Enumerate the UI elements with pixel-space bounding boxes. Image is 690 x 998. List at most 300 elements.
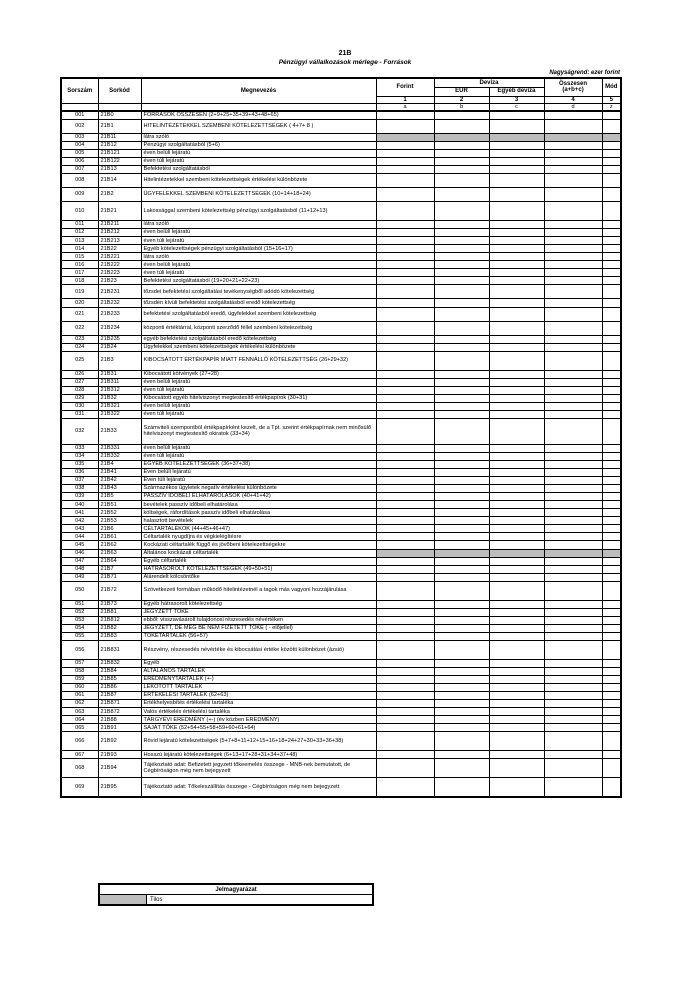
value-cell-osszesen[interactable]: [544, 402, 602, 410]
value-cell-egyeb-deviza[interactable]: [489, 732, 544, 751]
value-cell-egyeb-deviza[interactable]: [489, 517, 544, 525]
value-cell-egyeb-deviza[interactable]: [489, 119, 544, 133]
value-cell-osszesen[interactable]: [544, 659, 602, 667]
value-cell-osszesen[interactable]: [544, 141, 602, 149]
value-cell-eur[interactable]: [434, 149, 489, 157]
row-sorszam: 035: [61, 460, 98, 468]
value-cell-forint[interactable]: [376, 525, 434, 533]
value-cell-osszesen[interactable]: [544, 418, 602, 444]
value-cell-forint[interactable]: [376, 119, 434, 133]
value-cell-osszesen[interactable]: [544, 299, 602, 307]
value-cell-forint[interactable]: [376, 221, 434, 229]
value-cell-eur[interactable]: [434, 573, 489, 581]
value-cell-eur[interactable]: [434, 509, 489, 517]
value-cell-osszesen[interactable]: [544, 640, 602, 659]
value-cell-forint[interactable]: [376, 158, 434, 166]
value-cell-eur[interactable]: [434, 418, 489, 444]
value-cell-eur[interactable]: [434, 759, 489, 778]
value-cell-osszesen[interactable]: [544, 245, 602, 253]
value-cell-egyeb-deviza[interactable]: [489, 394, 544, 402]
value-cell-egyeb-deviza[interactable]: [489, 469, 544, 477]
value-cell-forint[interactable]: [376, 410, 434, 418]
value-cell-eur[interactable]: [434, 517, 489, 525]
value-cell-osszesen[interactable]: [544, 525, 602, 533]
value-cell-egyeb-deviza[interactable]: [489, 541, 544, 549]
value-cell-egyeb-deviza[interactable]: [489, 174, 544, 188]
table-row: [61, 608, 621, 616]
value-cell-osszesen[interactable]: [544, 477, 602, 485]
value-cell-forint[interactable]: [376, 277, 434, 285]
value-cell-forint[interactable]: [376, 778, 434, 797]
value-cell-forint[interactable]: [376, 624, 434, 632]
value-cell-eur[interactable]: [434, 370, 489, 378]
row-sorkod: 21B212: [98, 229, 141, 237]
value-cell-forint[interactable]: [376, 370, 434, 378]
value-cell-egyeb-deviza[interactable]: [489, 111, 544, 119]
value-cell-eur[interactable]: [434, 188, 489, 202]
value-cell-forint[interactable]: [376, 509, 434, 517]
value-cell-eur[interactable]: [434, 469, 489, 477]
value-cell-forint[interactable]: [376, 667, 434, 675]
value-cell-osszesen[interactable]: [544, 221, 602, 229]
value-cell-osszesen[interactable]: [544, 469, 602, 477]
value-cell-forint[interactable]: [376, 378, 434, 386]
value-cell-forint[interactable]: [376, 245, 434, 253]
value-cell-eur[interactable]: [434, 632, 489, 640]
value-cell-eur[interactable]: [434, 700, 489, 708]
value-cell-osszesen[interactable]: [544, 565, 602, 573]
value-cell-osszesen[interactable]: [544, 277, 602, 285]
value-cell-forint[interactable]: [376, 533, 434, 541]
value-cell-eur[interactable]: [434, 245, 489, 253]
value-cell-egyeb-deviza[interactable]: [489, 477, 544, 485]
value-cell-forint[interactable]: [376, 659, 434, 667]
value-cell-forint[interactable]: [376, 600, 434, 608]
value-cell-mod: [602, 410, 621, 418]
value-cell-eur[interactable]: [434, 477, 489, 485]
value-cell-forint[interactable]: [376, 307, 434, 321]
value-cell-forint[interactable]: [376, 149, 434, 157]
value-cell-eur[interactable]: [434, 616, 489, 624]
value-cell-egyeb-deviza[interactable]: [489, 751, 544, 759]
value-cell-egyeb-deviza[interactable]: [489, 659, 544, 667]
value-cell-egyeb-deviza[interactable]: [489, 166, 544, 174]
value-cell-egyeb-deviza[interactable]: [489, 202, 544, 221]
value-cell-eur[interactable]: [434, 335, 489, 343]
value-cell-osszesen[interactable]: [544, 509, 602, 517]
value-cell-osszesen[interactable]: [544, 624, 602, 632]
value-cell-eur[interactable]: [434, 253, 489, 261]
value-cell-egyeb-deviza[interactable]: [489, 418, 544, 444]
value-cell-forint[interactable]: [376, 269, 434, 277]
value-cell-osszesen[interactable]: [544, 573, 602, 581]
value-cell-eur[interactable]: [434, 299, 489, 307]
value-cell-egyeb-deviza[interactable]: [489, 460, 544, 468]
value-cell-egyeb-deviza[interactable]: [489, 640, 544, 659]
value-cell-osszesen[interactable]: [544, 778, 602, 797]
value-cell-forint[interactable]: [376, 732, 434, 751]
value-cell-eur[interactable]: [434, 285, 489, 299]
value-cell-osszesen[interactable]: [544, 335, 602, 343]
value-cell-forint[interactable]: [376, 202, 434, 221]
value-cell-osszesen[interactable]: [544, 343, 602, 351]
value-cell-egyeb-deviza[interactable]: [489, 600, 544, 608]
value-cell-forint[interactable]: [376, 444, 434, 452]
value-cell-forint[interactable]: [376, 692, 434, 700]
value-cell-forint[interactable]: [376, 759, 434, 778]
value-cell-eur[interactable]: [434, 640, 489, 659]
value-cell-egyeb-deviza[interactable]: [489, 253, 544, 261]
value-cell-forint[interactable]: [376, 541, 434, 549]
row-sorkod: 21B121: [98, 149, 141, 157]
value-cell-forint[interactable]: [376, 700, 434, 708]
value-cell-eur[interactable]: [434, 692, 489, 700]
value-cell-osszesen[interactable]: [544, 149, 602, 157]
row-megnevezes: halasztott bevételek: [141, 517, 376, 525]
value-cell-egyeb-deviza[interactable]: [489, 493, 544, 501]
row-sorszam: 057: [61, 659, 98, 667]
row-sorkod: 21B222: [98, 261, 141, 269]
value-cell-eur[interactable]: [434, 166, 489, 174]
value-cell-eur[interactable]: [434, 708, 489, 716]
value-cell-egyeb-deviza[interactable]: [489, 778, 544, 797]
value-cell-eur[interactable]: [434, 676, 489, 684]
value-cell-forint[interactable]: [376, 285, 434, 299]
value-cell-osszesen[interactable]: [544, 751, 602, 759]
value-cell-osszesen[interactable]: [544, 557, 602, 565]
value-cell-egyeb-deviza[interactable]: [489, 452, 544, 460]
value-cell-forint[interactable]: [376, 716, 434, 724]
value-cell-osszesen[interactable]: [544, 493, 602, 501]
value-cell-osszesen[interactable]: [544, 600, 602, 608]
value-cell-forint[interactable]: [376, 402, 434, 410]
value-cell-eur[interactable]: [434, 321, 489, 335]
value-cell-forint[interactable]: [376, 229, 434, 237]
value-cell-egyeb-deviza[interactable]: [489, 299, 544, 307]
value-cell-egyeb-deviza[interactable]: [489, 692, 544, 700]
value-cell-egyeb-deviza[interactable]: [489, 277, 544, 285]
value-cell-osszesen[interactable]: [544, 501, 602, 509]
value-cell-eur[interactable]: [434, 261, 489, 269]
value-cell-forint[interactable]: [376, 188, 434, 202]
value-cell-eur[interactable]: [434, 493, 489, 501]
value-cell-egyeb-deviza[interactable]: [489, 624, 544, 632]
value-cell-eur[interactable]: [434, 501, 489, 509]
value-cell-eur[interactable]: [434, 751, 489, 759]
value-cell-eur[interactable]: [434, 485, 489, 493]
value-cell-egyeb-deviza[interactable]: [489, 676, 544, 684]
value-cell-egyeb-deviza[interactable]: [489, 378, 544, 386]
value-cell-osszesen[interactable]: [544, 237, 602, 245]
row-megnevezes: éven belüli lejáratú: [141, 402, 376, 410]
value-cell-eur[interactable]: [434, 394, 489, 402]
row-sorszam: 065: [61, 724, 98, 732]
value-cell-forint[interactable]: [376, 469, 434, 477]
value-cell-osszesen[interactable]: [544, 378, 602, 386]
value-cell-forint[interactable]: [376, 452, 434, 460]
value-cell-forint[interactable]: [376, 174, 434, 188]
value-cell-forint[interactable]: [376, 684, 434, 692]
value-cell-osszesen[interactable]: [544, 229, 602, 237]
row-sorszam: 008: [61, 174, 98, 188]
value-cell-osszesen[interactable]: [544, 321, 602, 335]
value-cell-eur[interactable]: [434, 229, 489, 237]
row-megnevezes: éven túli lejáratú: [141, 410, 376, 418]
value-cell-egyeb-deviza[interactable]: [489, 700, 544, 708]
value-cell-osszesen[interactable]: [544, 166, 602, 174]
value-cell-eur[interactable]: [434, 410, 489, 418]
value-cell-osszesen[interactable]: [544, 684, 602, 692]
value-cell-osszesen[interactable]: [544, 386, 602, 394]
value-cell-eur[interactable]: [434, 237, 489, 245]
row-sorkod: 21B91: [98, 724, 141, 732]
value-cell-eur[interactable]: [434, 659, 489, 667]
value-cell-eur[interactable]: [434, 557, 489, 565]
value-cell-forint[interactable]: [376, 724, 434, 732]
row-megnevezes: bevételek passzív időbeli elhatárolása: [141, 501, 376, 509]
value-cell-osszesen[interactable]: [544, 581, 602, 600]
value-cell-forint[interactable]: [376, 501, 434, 509]
value-cell-egyeb-deviza[interactable]: [489, 565, 544, 573]
value-cell-osszesen[interactable]: [544, 724, 602, 732]
value-cell-egyeb-deviza[interactable]: [489, 667, 544, 675]
value-cell-eur[interactable]: [434, 624, 489, 632]
value-cell-egyeb-deviza[interactable]: [489, 708, 544, 716]
value-cell-eur[interactable]: [434, 202, 489, 221]
value-cell-egyeb-deviza[interactable]: [489, 608, 544, 616]
value-cell-forint[interactable]: [376, 493, 434, 501]
value-cell-osszesen[interactable]: [544, 676, 602, 684]
value-cell-egyeb-deviza[interactable]: [489, 141, 544, 149]
row-megnevezes: TŐKETARTALÉK (56+57): [141, 632, 376, 640]
row-megnevezes: Hitelintézetekkel szembeni kötelezettségek értékelési különbözete: [141, 174, 376, 188]
value-cell-egyeb-deviza[interactable]: [489, 573, 544, 581]
value-cell-eur[interactable]: [434, 608, 489, 616]
value-cell-eur[interactable]: [434, 277, 489, 285]
value-cell-egyeb-deviza[interactable]: [489, 684, 544, 692]
value-cell-eur[interactable]: [434, 460, 489, 468]
value-cell-forint[interactable]: [376, 418, 434, 444]
value-cell-eur[interactable]: [434, 444, 489, 452]
value-cell-egyeb-deviza[interactable]: [489, 616, 544, 624]
value-cell-egyeb-deviza[interactable]: [489, 343, 544, 351]
value-cell-eur[interactable]: [434, 541, 489, 549]
value-cell-forint[interactable]: [376, 477, 434, 485]
value-cell-eur[interactable]: [434, 565, 489, 573]
value-cell-eur[interactable]: [434, 778, 489, 797]
value-cell-eur[interactable]: [434, 307, 489, 321]
value-cell-forint[interactable]: [376, 343, 434, 351]
value-cell-osszesen[interactable]: [544, 485, 602, 493]
value-cell-osszesen[interactable]: [544, 269, 602, 277]
value-cell-osszesen[interactable]: [544, 541, 602, 549]
value-cell-forint[interactable]: [376, 565, 434, 573]
value-cell-eur[interactable]: [434, 174, 489, 188]
value-cell-forint[interactable]: [376, 261, 434, 269]
value-cell-osszesen[interactable]: [544, 667, 602, 675]
value-cell-eur[interactable]: [434, 402, 489, 410]
table-row: [61, 119, 621, 133]
value-cell-osszesen[interactable]: [544, 158, 602, 166]
value-cell-forint[interactable]: [376, 253, 434, 261]
value-cell-egyeb-deviza[interactable]: [489, 632, 544, 640]
value-cell-osszesen[interactable]: [544, 692, 602, 700]
value-cell-osszesen[interactable]: [544, 460, 602, 468]
value-cell-egyeb-deviza[interactable]: [489, 557, 544, 565]
value-cell-forint[interactable]: [376, 608, 434, 616]
value-cell-forint[interactable]: [376, 616, 434, 624]
value-cell-egyeb-deviza[interactable]: [489, 533, 544, 541]
value-cell-eur[interactable]: [434, 386, 489, 394]
row-sorszam: 023: [61, 335, 98, 343]
value-cell-osszesen[interactable]: [544, 608, 602, 616]
value-cell-forint: [376, 549, 434, 557]
value-cell-mod: [602, 202, 621, 221]
value-cell-osszesen[interactable]: [544, 452, 602, 460]
row-sorkod: 21B52: [98, 509, 141, 517]
value-cell-egyeb-deviza[interactable]: [489, 716, 544, 724]
value-cell-eur[interactable]: [434, 732, 489, 751]
value-cell-eur[interactable]: [434, 525, 489, 533]
value-cell-forint[interactable]: [376, 517, 434, 525]
value-cell-egyeb-deviza[interactable]: [489, 307, 544, 321]
value-cell-egyeb-deviza[interactable]: [489, 149, 544, 157]
value-cell-osszesen[interactable]: [544, 517, 602, 525]
value-cell-eur[interactable]: [434, 158, 489, 166]
value-cell-eur[interactable]: [434, 724, 489, 732]
value-cell-eur[interactable]: [434, 221, 489, 229]
value-cell-egyeb-deviza[interactable]: [489, 759, 544, 778]
value-cell-eur[interactable]: [434, 378, 489, 386]
value-cell-forint[interactable]: [376, 573, 434, 581]
value-cell-osszesen[interactable]: [544, 307, 602, 321]
row-sorkod: 21B14: [98, 174, 141, 188]
header-letter-c: c: [489, 103, 544, 111]
value-cell-egyeb-deviza[interactable]: [489, 321, 544, 335]
value-cell-egyeb-deviza[interactable]: [489, 237, 544, 245]
value-cell-egyeb-deviza[interactable]: [489, 221, 544, 229]
value-cell-egyeb-deviza[interactable]: [489, 509, 544, 517]
value-cell-egyeb-deviza[interactable]: [489, 229, 544, 237]
value-cell-eur[interactable]: [434, 533, 489, 541]
value-cell-eur[interactable]: [434, 716, 489, 724]
value-cell-osszesen: [544, 133, 602, 141]
value-cell-osszesen[interactable]: [544, 759, 602, 778]
value-cell-eur[interactable]: [434, 581, 489, 600]
value-cell-eur[interactable]: [434, 119, 489, 133]
row-sorkod: 21B73: [98, 600, 141, 608]
value-cell-osszesen[interactable]: [544, 174, 602, 188]
legend-gray-swatch: [99, 895, 147, 906]
value-cell-osszesen[interactable]: [544, 261, 602, 269]
row-sorszam: 004: [61, 141, 98, 149]
value-cell-egyeb-deviza[interactable]: [489, 158, 544, 166]
value-cell-mod: [602, 174, 621, 188]
value-cell-osszesen[interactable]: [544, 616, 602, 624]
value-cell-osszesen[interactable]: [544, 351, 602, 370]
value-cell-egyeb-deviza[interactable]: [489, 351, 544, 370]
value-cell-osszesen[interactable]: [544, 410, 602, 418]
value-cell-egyeb-deviza[interactable]: [489, 581, 544, 600]
value-cell-forint[interactable]: [376, 299, 434, 307]
value-cell-osszesen[interactable]: [544, 188, 602, 202]
row-megnevezes: befektetési szolgáltatásból eredő, ügyfelekkel szembeni kötelezettség: [141, 307, 376, 321]
value-cell-egyeb-deviza[interactable]: [489, 386, 544, 394]
value-cell-eur[interactable]: [434, 343, 489, 351]
value-cell-egyeb-deviza[interactable]: [489, 285, 544, 299]
value-cell-osszesen[interactable]: [544, 444, 602, 452]
value-cell-forint[interactable]: [376, 632, 434, 640]
value-cell-egyeb-deviza[interactable]: [489, 501, 544, 509]
value-cell-eur[interactable]: [434, 351, 489, 370]
row-sorkod: 21B83: [98, 632, 141, 640]
value-cell-egyeb-deviza[interactable]: [489, 188, 544, 202]
value-cell-egyeb-deviza[interactable]: [489, 269, 544, 277]
value-cell-forint[interactable]: [376, 351, 434, 370]
value-cell-egyeb-deviza[interactable]: [489, 444, 544, 452]
value-cell-osszesen[interactable]: [544, 632, 602, 640]
value-cell-osszesen[interactable]: [544, 370, 602, 378]
value-cell-egyeb-deviza[interactable]: [489, 525, 544, 533]
value-cell-eur[interactable]: [434, 269, 489, 277]
value-cell-eur[interactable]: [434, 600, 489, 608]
value-cell-egyeb-deviza[interactable]: [489, 335, 544, 343]
value-cell-egyeb-deviza[interactable]: [489, 410, 544, 418]
value-cell-osszesen[interactable]: [544, 253, 602, 261]
value-cell-egyeb-deviza[interactable]: [489, 485, 544, 493]
value-cell-eur[interactable]: [434, 141, 489, 149]
value-cell-forint[interactable]: [376, 386, 434, 394]
value-cell-osszesen[interactable]: [544, 716, 602, 724]
value-cell-forint[interactable]: [376, 166, 434, 174]
value-cell-forint[interactable]: [376, 394, 434, 402]
value-cell-forint[interactable]: [376, 335, 434, 343]
value-cell-forint[interactable]: [376, 141, 434, 149]
value-cell-osszesen[interactable]: [544, 394, 602, 402]
value-cell-forint[interactable]: [376, 751, 434, 759]
value-cell-osszesen[interactable]: [544, 700, 602, 708]
value-cell-forint[interactable]: [376, 485, 434, 493]
value-cell-forint[interactable]: [376, 321, 434, 335]
value-cell-osszesen[interactable]: [544, 285, 602, 299]
value-cell-egyeb-deviza[interactable]: [489, 261, 544, 269]
value-cell-forint[interactable]: [376, 676, 434, 684]
value-cell-eur[interactable]: [434, 111, 489, 119]
value-cell-eur[interactable]: [434, 667, 489, 675]
value-cell-egyeb-deviza[interactable]: [489, 402, 544, 410]
value-cell-osszesen[interactable]: [544, 708, 602, 716]
row-sorkod: 21B332: [98, 452, 141, 460]
value-cell-forint[interactable]: [376, 708, 434, 716]
value-cell-forint[interactable]: [376, 111, 434, 119]
value-cell-egyeb-deviza[interactable]: [489, 245, 544, 253]
value-cell-egyeb-deviza[interactable]: [489, 370, 544, 378]
value-cell-osszesen[interactable]: [544, 119, 602, 133]
value-cell-osszesen[interactable]: [544, 111, 602, 119]
value-cell-forint[interactable]: [376, 237, 434, 245]
value-cell-osszesen[interactable]: [544, 533, 602, 541]
value-cell-egyeb-deviza[interactable]: [489, 724, 544, 732]
value-cell-eur[interactable]: [434, 684, 489, 692]
value-cell-forint[interactable]: [376, 557, 434, 565]
value-cell-forint[interactable]: [376, 460, 434, 468]
value-cell-osszesen[interactable]: [544, 202, 602, 221]
value-cell-forint[interactable]: [376, 581, 434, 600]
value-cell-eur[interactable]: [434, 452, 489, 460]
value-cell-forint[interactable]: [376, 640, 434, 659]
row-megnevezes: éven túli lejáratú: [141, 386, 376, 394]
value-cell-osszesen[interactable]: [544, 732, 602, 751]
